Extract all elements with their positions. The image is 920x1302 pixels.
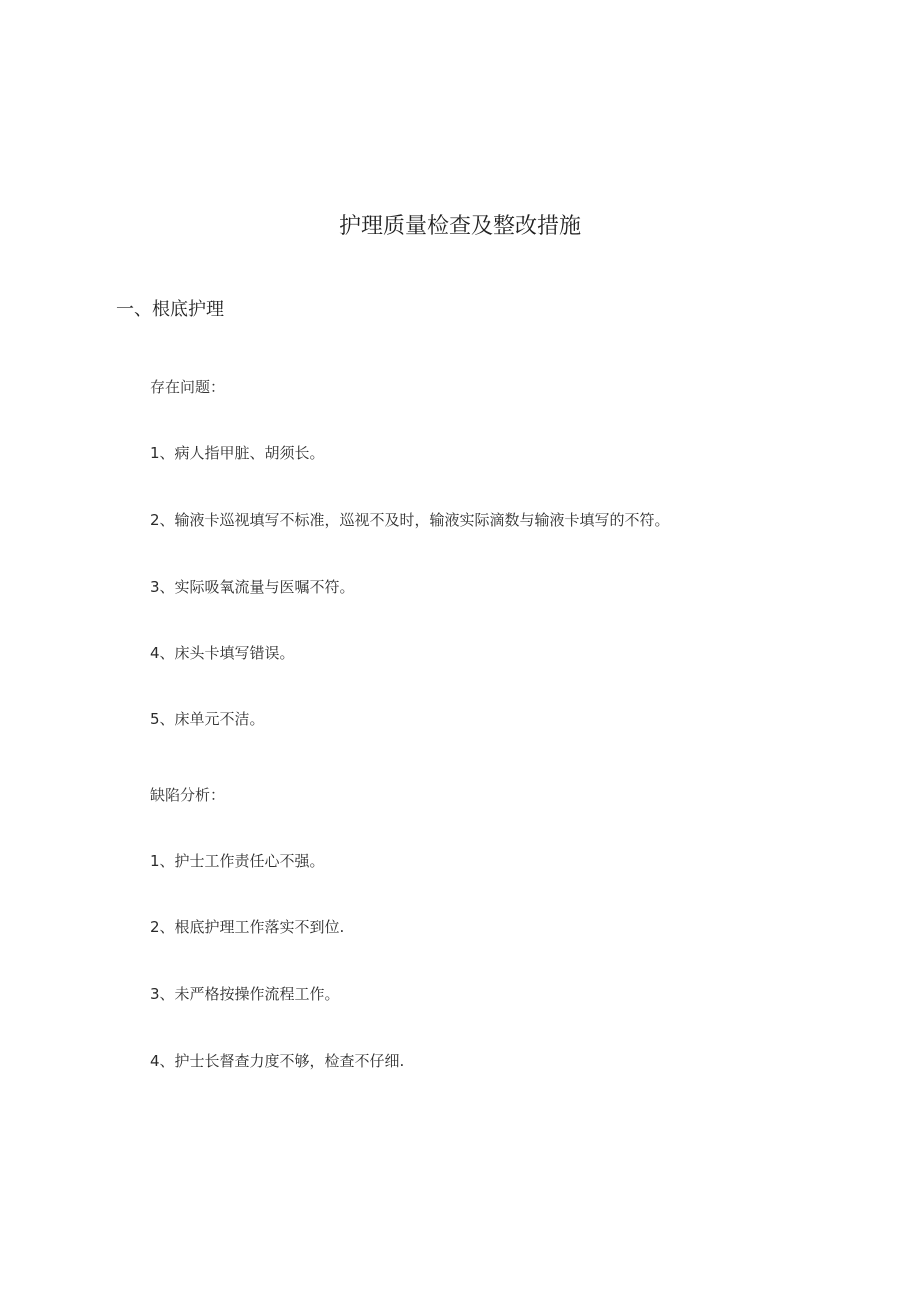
analysis-item: 2、根底护理工作落实不到位.	[150, 918, 345, 936]
analysis-item: 3、未严格按操作流程工作。	[150, 985, 340, 1003]
analysis-item: 1、护士工作责任心不强。	[150, 852, 325, 870]
analysis-label: 缺陷分析：	[150, 786, 226, 804]
problem-item: 2、输液卡巡视填写不标准，巡视不及时，输液实际滴数与输液卡填写的不符。	[150, 511, 670, 529]
section-heading: 一、根底护理	[116, 299, 224, 320]
document-title: 护理质量检查及整改措施	[338, 214, 581, 239]
problems-label: 存在问题：	[150, 378, 226, 396]
problem-item: 5、床单元不洁。	[150, 710, 265, 728]
problem-item: 4、床头卡填写错误。	[150, 644, 295, 662]
analysis-item: 4、护士长督查力度不够，检查不仔细.	[150, 1052, 405, 1070]
problem-item: 1、病人指甲脏、胡须长。	[150, 444, 325, 462]
problem-item: 3、实际吸氧流量与医嘱不符。	[150, 578, 355, 596]
